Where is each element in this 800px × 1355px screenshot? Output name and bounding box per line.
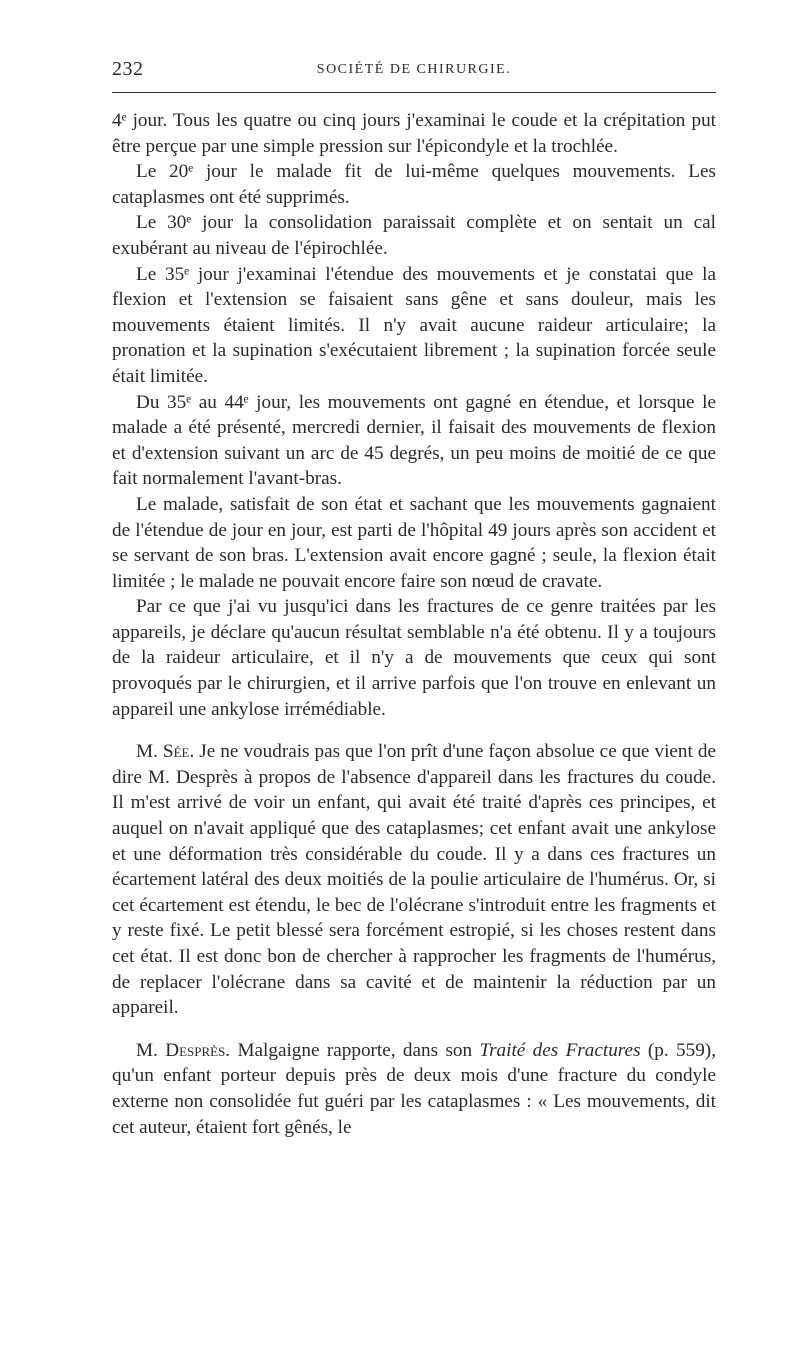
paragraph-30th-day: Le 30ᵉ jour la consolidation paraissait complète et on sentait un cal exubérant au niveau de l'épirochlée.: [112, 212, 716, 259]
paragraph-patient-discharge: Le malade, satisfait de son état et sachant que les mouvements gagnaient de l'étendue de jour en jour, est parti de l'hôpital 49 jours après son accident et se servant de son bras. L'extension avait encore gagné ; seule, la flexion était limitée ; le malade ne pouvait encore faire son nœud de cravate.: [112, 493, 716, 592]
paragraph-35th-day: Le 35ᵉ jour j'examinai l'étendue des mouvements et je constatai que la flexion et l'extension se faisaient sans gêne et sans douleur, mais les mouvements étaient limités. Il n'y avait aucune raideur articulaire; la pronation et la supination s'exécutaient librement ; la supination forcée seule était limitée.: [112, 263, 716, 387]
page-number: 232: [112, 58, 144, 80]
page: [112, 0, 716, 1138]
speaker-name: M. Sée.: [136, 741, 195, 763]
speech-text: (p. 559), qu'un enfant porteur depuis près de deux mois d'une fracture du condyle externe non consolidée fut guéri par les cataplasmes : « Les mouvements, dit cet auteur, étaient fort gênés, le: [112, 1039, 716, 1138]
speech-text: Malgaigne rapporte, dans son: [230, 1039, 480, 1061]
page-header: [112, 0, 716, 90]
speaker-name: M. Desprès.: [136, 1039, 231, 1061]
paragraph-m-despres: [112, 1038, 716, 1140]
paragraph-4th-day: 4ᵉ jour. Tous les quatre ou cinq jours j'examinai le coude et la crépitation put être perçue par une simple pression sur l'épicondyle et la trochlée.: [112, 110, 716, 157]
header-rule: [112, 92, 716, 93]
paragraph-20th-day: Le 20ᵉ jour le malade fit de lui-même quelques mouvements. Les cataplasmes ont été supprimés.: [112, 161, 716, 208]
book-title: Traité des Fractures: [479, 1039, 641, 1061]
running-head: SOCIÉTÉ DE CHIRURGIE.: [316, 62, 512, 77]
body-text: [112, 108, 716, 1140]
paragraph-apparatus-results: Par ce que j'ai vu jusqu'ici dans les fractures de ce genre traitées par les appareils, je déclare qu'aucun résultat semblable n'a été obtenu. Il y a toujours de la raideur articulaire, et il n'y a de mouvements que ceux qui sont provoqués par le chirurgien, et il arrive parfois que l'on trouve en enlevant un appareil une ankylose irrémédiable.: [112, 596, 716, 720]
paragraph-35th-44th-day: Du 35ᵉ au 44ᵉ jour, les mouvements ont gagné en étendue, et lorsque le malade a été présenté, mercredi dernier, il faisait des mouvements de flexion et d'extension suivant un arc de 45 degrés, un peu moins de moitié de ce que fait normalement l'avant-bras.: [112, 391, 716, 490]
paragraph-m-see: [112, 739, 716, 1021]
speech-text: Je ne voudrais pas que l'on prît d'une façon absolue ce que vient de dire M. Desprès à propos de l'absence d'appareil dans les fractures du coude. Il m'est arrivé de voir un enfant, qui avait été traité d'après ces principes, et auquel on n'avait appliqué que des cataplasmes; cet enfant avait une ankylose et une déformation très considérable du coude. Il y a dans ces fractures un écartement latéral des deux moitiés de la poulie articulaire de l'humérus. Or, si cet écartement est étendu, le bec de l'olécrane s'introduit entre les fragments et y reste fixé. Le petit blessé sera forcément estropié, si les choses restent dans cet état. Il est donc bon de chercher à rapprocher les fragments de l'humérus, de replacer l'olécrane dans sa cavité et de maintenir la réduction par un appareil.: [112, 741, 716, 1019]
